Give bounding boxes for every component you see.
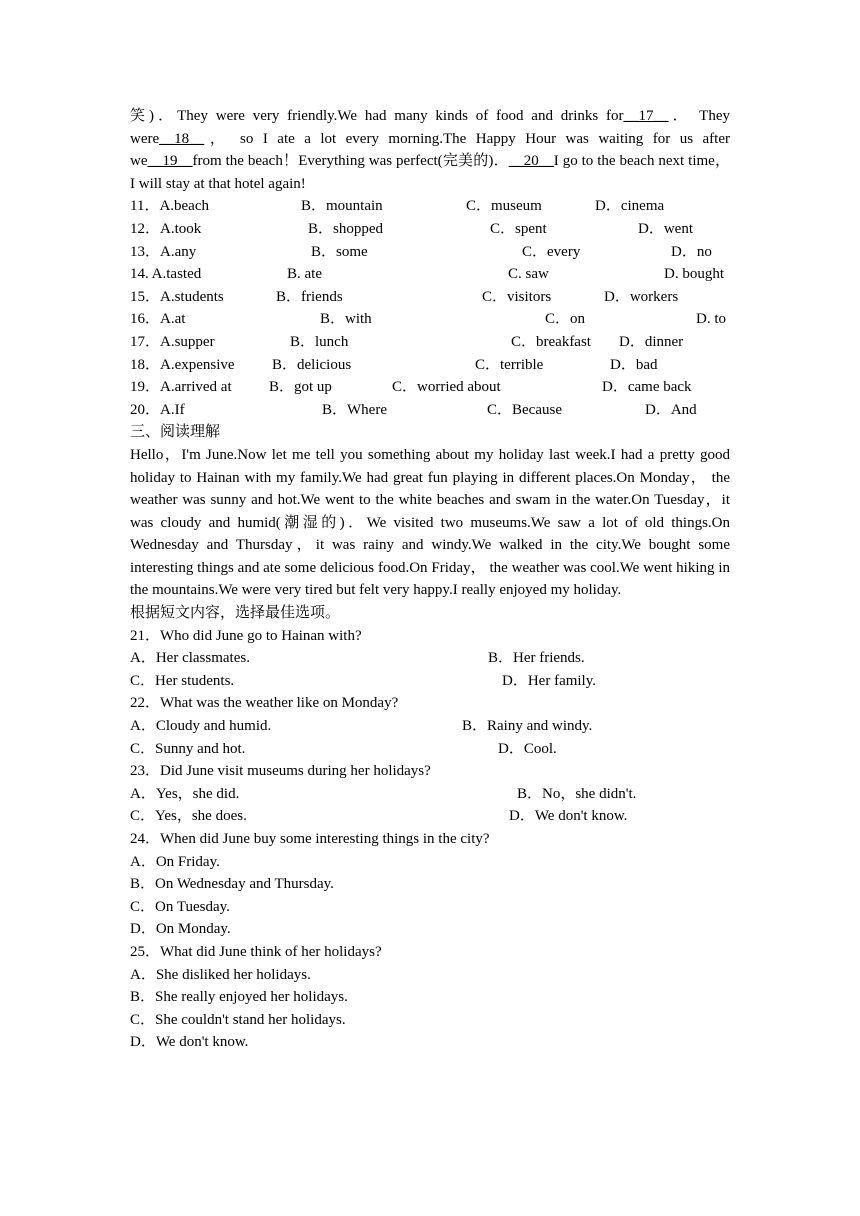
- option-d: D．And: [645, 401, 697, 418]
- option-a: 12．A.took: [130, 220, 202, 237]
- option-d: D．Her family.: [502, 672, 596, 689]
- question-row-16: [130, 308, 730, 331]
- reading-passage: Hello，I'm June.Now let me tell you something about my holiday last week.I had a pretty good holiday to Hainan with my family.We had great fun playing in different places.On Monday， the weather was sunny and hot.We went to the white beaches and swam in the water.On Tuesday，it was cloudy and humid(潮湿的)．We visited two museums.We saw a lot of old things.On Wednesday and Thursday，it was rainy and windy.We walked in the city.We bought some interesting things and ate some delicious food.On Friday， the weather was cool.We went hiking in the mountains.We were very tired but felt very happy.I really enjoyed my holiday.: [130, 446, 730, 599]
- option-d: D．went: [638, 220, 693, 237]
- option-c: C．museum: [466, 198, 542, 215]
- option-c: C．She couldn't stand her holidays.: [130, 1011, 346, 1028]
- option-b: B．She really enjoyed her holidays.: [130, 989, 348, 1006]
- option-b: B．got up: [269, 379, 332, 396]
- document-page: [130, 105, 730, 1054]
- option-c: C．every: [522, 243, 581, 260]
- question-stem-21: 21．Who did June go to Hainan with?: [130, 627, 362, 644]
- option-d: D．came back: [602, 379, 692, 396]
- question-row-15: [130, 286, 730, 309]
- option-b: B．Her friends.: [488, 650, 585, 667]
- blank-20: __20__: [508, 153, 554, 170]
- passage-text: ． They were: [130, 108, 730, 147]
- question-23-options-ab: [130, 783, 730, 806]
- option-c: C．breakfast: [511, 333, 591, 350]
- option-a: 19．A.arrived at: [130, 379, 232, 396]
- question-stem-22: 22．What was the weather like on Monday?: [130, 695, 399, 712]
- option-b: B．with: [320, 311, 372, 328]
- option-d: D．We don't know.: [509, 808, 628, 825]
- option-c: C．Because: [487, 401, 562, 418]
- option-c: C．terrible: [475, 356, 544, 373]
- reading-questions: [130, 625, 730, 1054]
- question-row-12: [130, 218, 730, 241]
- option-c: C．spent: [490, 220, 547, 237]
- option-b: B．mountain: [301, 198, 383, 215]
- option-a: 15．A.students: [130, 288, 224, 305]
- section-heading: 三、阅读理解: [130, 424, 221, 441]
- question-row-11: [130, 195, 730, 218]
- option-d: D．Cool.: [498, 740, 557, 757]
- question-row-17: [130, 331, 730, 354]
- question-row-14: [130, 263, 730, 286]
- option-b: B．delicious: [272, 356, 352, 373]
- option-a: 17．A.supper: [130, 333, 215, 350]
- question-stem-25: 25．What did June think of her holidays?: [130, 943, 382, 960]
- question-row-18: [130, 354, 730, 377]
- option-a: 16．A.at: [130, 311, 186, 328]
- option-d: D．We don't know.: [130, 1034, 249, 1051]
- option-d: D. to: [696, 311, 726, 328]
- question-row-19: [130, 376, 730, 399]
- option-c: C. saw: [508, 266, 549, 283]
- option-b: B. ate: [287, 266, 322, 283]
- blank-17: __17__: [623, 108, 669, 124]
- blank-19: __19__: [147, 153, 193, 170]
- option-a: A．She disliked her holidays.: [130, 966, 311, 983]
- passage-text: I go to the beach next time，I will stay at that hotel again!: [130, 153, 730, 192]
- cloze-options: [130, 195, 730, 421]
- instruction: 根据短文内容，选择最佳选项。: [130, 605, 341, 622]
- option-b: B．On Wednesday and Thursday.: [130, 876, 334, 893]
- option-c: C．On Tuesday.: [130, 898, 230, 915]
- passage-text: ， so I ate a lot every morning.The Happy Hour was waiting for us after we: [130, 130, 730, 170]
- option-d: D．bad: [610, 356, 658, 373]
- option-b: B．friends: [276, 288, 343, 305]
- question-row-20: [130, 399, 730, 422]
- option-b: B．shopped: [308, 220, 384, 237]
- option-c: C．Yes，she does.: [130, 808, 247, 825]
- option-b: B．No，she didn't.: [517, 785, 637, 802]
- option-a: A．Yes，she did.: [130, 785, 240, 802]
- option-d: D. bought: [664, 266, 724, 283]
- option-c: C．Sunny and hot.: [130, 740, 246, 757]
- option-c: C．Her students.: [130, 672, 235, 689]
- option-a: 20．A.If: [130, 401, 185, 418]
- option-d: D．dinner: [619, 333, 684, 350]
- question-21-options-cd: [130, 670, 730, 693]
- option-d: D．cinema: [595, 198, 665, 215]
- passage-text: 笑)．They were very friendly.We had many kinds of food and drinks for: [130, 108, 624, 124]
- option-b: B．Rainy and windy.: [462, 718, 593, 735]
- option-d: D．workers: [604, 288, 679, 305]
- option-c: C．worried about: [392, 379, 501, 396]
- option-a: 18．A.expensive: [130, 356, 235, 373]
- option-d: D．On Monday.: [130, 921, 231, 938]
- option-a: A．Cloudy and humid.: [130, 718, 272, 735]
- question-23-options-cd: [130, 805, 730, 828]
- option-b: B．some: [311, 243, 368, 260]
- blank-18: __18__: [159, 130, 205, 147]
- question-22-options-ab: [130, 715, 730, 738]
- option-a: A．Her classmates.: [130, 650, 250, 667]
- option-b: B．lunch: [290, 333, 349, 350]
- option-a: 14. A.tasted: [130, 266, 202, 283]
- option-d: D．no: [671, 243, 712, 260]
- option-b: B．Where: [322, 401, 387, 418]
- question-row-13: [130, 241, 730, 264]
- cloze-passage-tail: [130, 105, 730, 195]
- option-a: 11．A.beach: [130, 198, 209, 215]
- question-21-options-ab: [130, 647, 730, 670]
- option-c: C．on: [545, 311, 586, 328]
- option-a: 13．A.any: [130, 243, 197, 260]
- option-a: A．On Friday.: [130, 853, 220, 870]
- passage-text: from the beach！Everything was perfect(完美的)．: [192, 153, 509, 170]
- option-c: C．visitors: [482, 288, 552, 305]
- question-22-options-cd: [130, 738, 730, 761]
- question-stem-24: 24．When did June buy some interesting things in the city?: [130, 831, 490, 847]
- question-stem-23: 23．Did June visit museums during her holidays?: [130, 763, 431, 780]
